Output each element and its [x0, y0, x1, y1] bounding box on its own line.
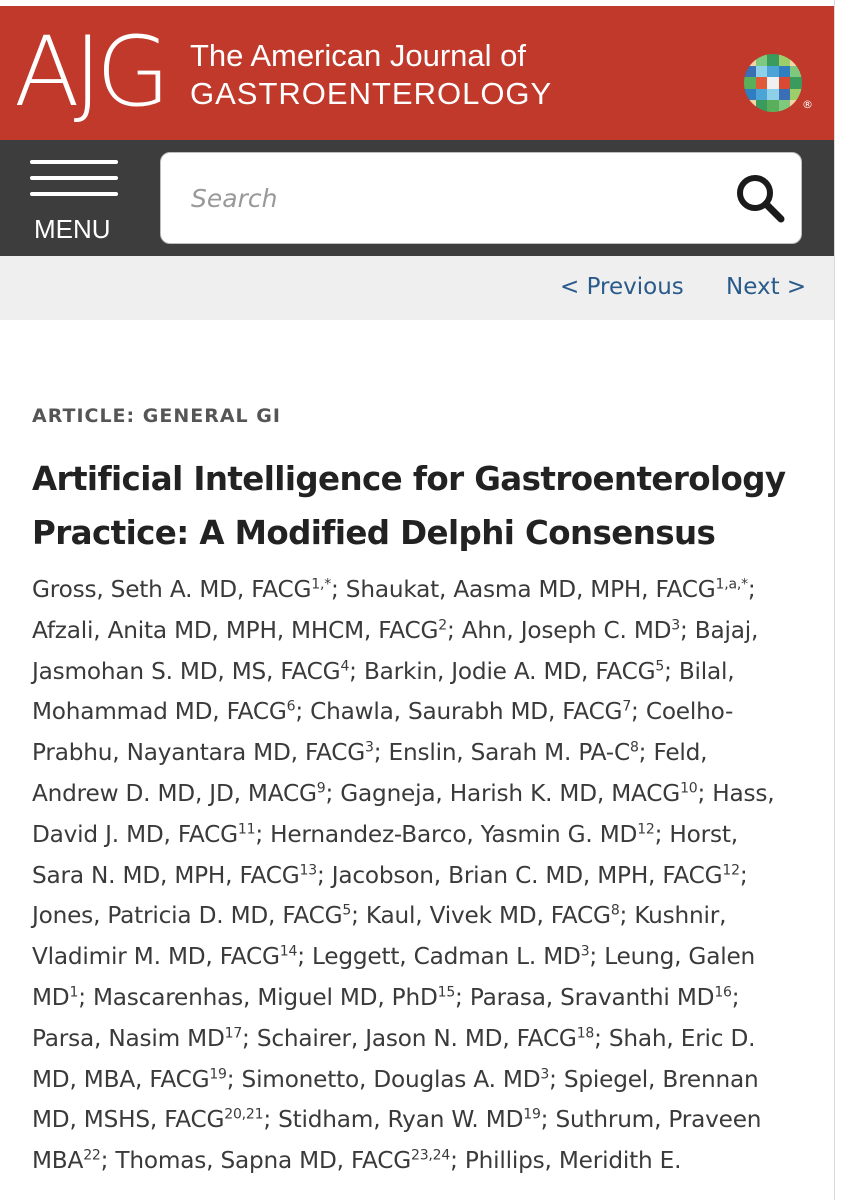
affiliation-marker[interactable]: 14 [279, 943, 298, 960]
author-text: ; Ahn, Joseph C. MD [446, 616, 672, 644]
logo-tile [767, 77, 779, 89]
author-line [32, 1141, 830, 1182]
author-text: Prabhu, Nayantara MD, FACG [32, 739, 365, 767]
logo-tile [744, 66, 756, 78]
author-text: ; Simonetto, Douglas A. MD [226, 1065, 541, 1093]
author-text: Mohammad MD, FACG [32, 698, 287, 726]
affiliation-marker[interactable]: 1,* [311, 576, 332, 593]
affiliation-marker[interactable]: 12 [637, 821, 655, 838]
journal-name-line1: The American Journal of [190, 38, 527, 73]
affiliation-marker[interactable]: 19 [209, 1065, 227, 1082]
affiliation-marker[interactable]: 13 [299, 861, 317, 878]
affiliation-marker[interactable]: 8 [629, 739, 639, 756]
author-text: MBA [32, 1147, 84, 1175]
author-text: ; [747, 576, 756, 603]
affiliation-marker[interactable]: 5 [655, 657, 665, 674]
article-title: Artificial Intelligence for Gastroenterology Practice: A Modified Delphi Consensus [32, 460, 786, 552]
affiliation-marker[interactable]: 20,21 [224, 1106, 264, 1123]
previous-article-link[interactable]: < Previous [560, 274, 684, 300]
article-section-label: ARTICLE: GENERAL GI [32, 405, 281, 427]
author-text: MD, MBA, FACG [32, 1065, 210, 1093]
author-text: ; Gagneja, Harish K. MD, MACG [325, 779, 681, 807]
author-text: ; Schairer, Jason N. MD, FACG [242, 1024, 577, 1052]
logo-tile [779, 54, 791, 66]
affiliation-marker[interactable]: 3 [580, 943, 590, 960]
affiliation-marker[interactable]: 1 [69, 984, 79, 1001]
author-text: ; Chawla, Saurabh MD, FACG [295, 698, 623, 726]
author-text: ; Leung, Galen [589, 943, 756, 971]
publisher-logo-icon [744, 54, 802, 112]
author-line [32, 896, 830, 937]
author-line [32, 815, 830, 856]
author-line [32, 856, 830, 897]
logo-tile [744, 77, 756, 89]
affiliation-marker[interactable]: 16 [714, 984, 732, 1001]
affiliation-marker[interactable]: 3 [671, 617, 681, 634]
logo-tile [744, 54, 756, 66]
next-article-link[interactable]: Next > [726, 274, 807, 300]
author-text: ; Kushnir, [619, 902, 727, 930]
hamburger-icon [30, 160, 118, 164]
author-text: Gross, Seth A. MD, FACG [32, 576, 312, 603]
logo-tile [790, 89, 802, 101]
affiliation-marker[interactable]: 9 [316, 780, 326, 797]
author-line [32, 937, 830, 978]
search-icon[interactable] [731, 169, 791, 229]
affiliation-marker[interactable]: 1,a,* [715, 576, 748, 593]
author-text: ; Stidham, Ryan W. MD [263, 1106, 524, 1134]
journal-header[interactable] [0, 6, 834, 140]
author-line [32, 692, 830, 733]
author-text: Jasmohan S. MD, MS, FACG [32, 657, 341, 685]
menu-button[interactable] [28, 160, 122, 244]
author-text: ; Shaukat, Aasma MD, MPH, FACG [331, 576, 716, 603]
affiliation-marker[interactable]: 3 [540, 1065, 550, 1082]
search-box[interactable] [160, 152, 802, 244]
journal-name-line2: GASTROENTEROLOGY [190, 76, 553, 111]
affiliation-marker[interactable]: 10 [680, 780, 698, 797]
logo-tile [744, 100, 756, 112]
author-text: MD, MSHS, FACG [32, 1106, 225, 1134]
author-line [32, 774, 830, 815]
article-pager [0, 256, 834, 320]
logo-tile [756, 89, 768, 101]
author-line [32, 1060, 830, 1101]
right-frame-edge [834, 0, 842, 1200]
author-line [32, 652, 830, 693]
logo-tile [756, 66, 768, 78]
page [0, 0, 834, 320]
logo-tile [790, 66, 802, 78]
logo-tile [779, 77, 791, 89]
logo-tile [779, 66, 791, 78]
author-line [32, 1019, 830, 1060]
logo-tile [767, 89, 779, 101]
logo-tile [779, 89, 791, 101]
affiliation-marker[interactable]: 15 [437, 984, 456, 1001]
affiliation-marker[interactable]: 2 [438, 617, 447, 634]
affiliation-marker[interactable]: 5 [342, 902, 352, 919]
affiliation-marker[interactable]: 3 [365, 739, 374, 756]
author-line [32, 733, 830, 774]
author-text: ; Bajaj, [680, 616, 759, 644]
affiliation-marker[interactable]: 23,24 [411, 1147, 451, 1164]
author-text: ; Parasa, Sravanthi MD [455, 983, 715, 1011]
author-text: ; Thomas, Sapna MD, FACG [100, 1147, 412, 1175]
logo-tile [767, 66, 779, 78]
author-text: Parsa, Nasim MD [32, 1024, 225, 1052]
author-text: ; [731, 983, 740, 1011]
affiliation-marker[interactable]: 17 [224, 1025, 243, 1042]
logo-tile [744, 89, 756, 101]
author-text: ; Barkin, Jodie A. MD, FACG [349, 657, 656, 685]
registered-mark: ® [802, 98, 813, 111]
journal-logo-abbrev[interactable]: AJG [14, 16, 165, 128]
author-line [32, 1100, 830, 1141]
affiliation-marker[interactable]: 19 [523, 1106, 541, 1123]
hamburger-icon-line [30, 176, 118, 180]
menu-label: MENU [34, 214, 111, 244]
logo-tile [767, 54, 779, 66]
author-text: ; Hass, [697, 779, 775, 807]
logo-tile [756, 100, 768, 112]
hamburger-icon-line [30, 192, 118, 196]
author-text: Afzali, Anita MD, MPH, MHCM, FACG [32, 616, 439, 644]
affiliation-marker[interactable]: 18 [576, 1025, 595, 1042]
author-line [32, 611, 830, 652]
author-text: ; Feld, [638, 739, 708, 767]
affiliation-marker[interactable]: 6 [286, 698, 296, 715]
author-text: ; Hernandez-Barco, Yasmin G. MD [255, 820, 638, 848]
nav-bar [0, 140, 834, 256]
logo-tile [756, 77, 768, 89]
affiliation-marker[interactable]: 8 [610, 902, 620, 919]
logo-tile [779, 100, 791, 112]
author-text: ; Coelho- [631, 698, 734, 726]
author-text: ; Horst, [654, 820, 738, 848]
search-input[interactable] [189, 175, 713, 221]
affiliation-marker[interactable]: 11 [237, 821, 256, 838]
author-text: ; [739, 861, 748, 889]
author-text: Vladimir M. MD, FACG [32, 943, 280, 971]
logo-tile [790, 54, 802, 66]
author-text: David J. MD, FACG [32, 820, 238, 848]
author-text: ; Kaul, Vivek MD, FACG [351, 902, 611, 930]
author-text: Jones, Patricia D. MD, FACG [32, 902, 343, 930]
author-text: ; Leggett, Cadman L. MD [297, 943, 581, 971]
logo-tile [767, 100, 779, 112]
author-text: ; Phillips, Meridith E. [450, 1147, 682, 1175]
author-text: Andrew D. MD, JD, MACG [32, 779, 317, 807]
logo-tile [790, 77, 802, 89]
author-text: ; Jacobson, Brian C. MD, MPH, FACG [316, 861, 723, 889]
affiliation-marker[interactable]: 4 [340, 657, 350, 674]
logo-tile [790, 100, 802, 112]
author-text: ; Bilal, [664, 657, 735, 685]
author-text: ; Enslin, Sarah M. PA-C [373, 739, 630, 767]
author-text: ; Shah, Eric D. [594, 1024, 756, 1052]
author-text: ; Suthrum, Praveen [540, 1106, 762, 1134]
author-text: ; Mascarenhas, Miguel MD, PhD [78, 983, 438, 1011]
author-text: MD [32, 983, 70, 1011]
author-text: Sara N. MD, MPH, FACG [32, 861, 300, 889]
logo-tile [756, 54, 768, 66]
author-line [32, 570, 830, 611]
author-list [32, 570, 830, 1182]
author-line [32, 978, 830, 1019]
affiliation-marker[interactable]: 7 [622, 698, 632, 715]
affiliation-marker[interactable]: 12 [722, 861, 740, 878]
affiliation-marker[interactable]: 22 [83, 1147, 101, 1164]
author-text: ; Spiegel, Brennan [549, 1065, 759, 1093]
